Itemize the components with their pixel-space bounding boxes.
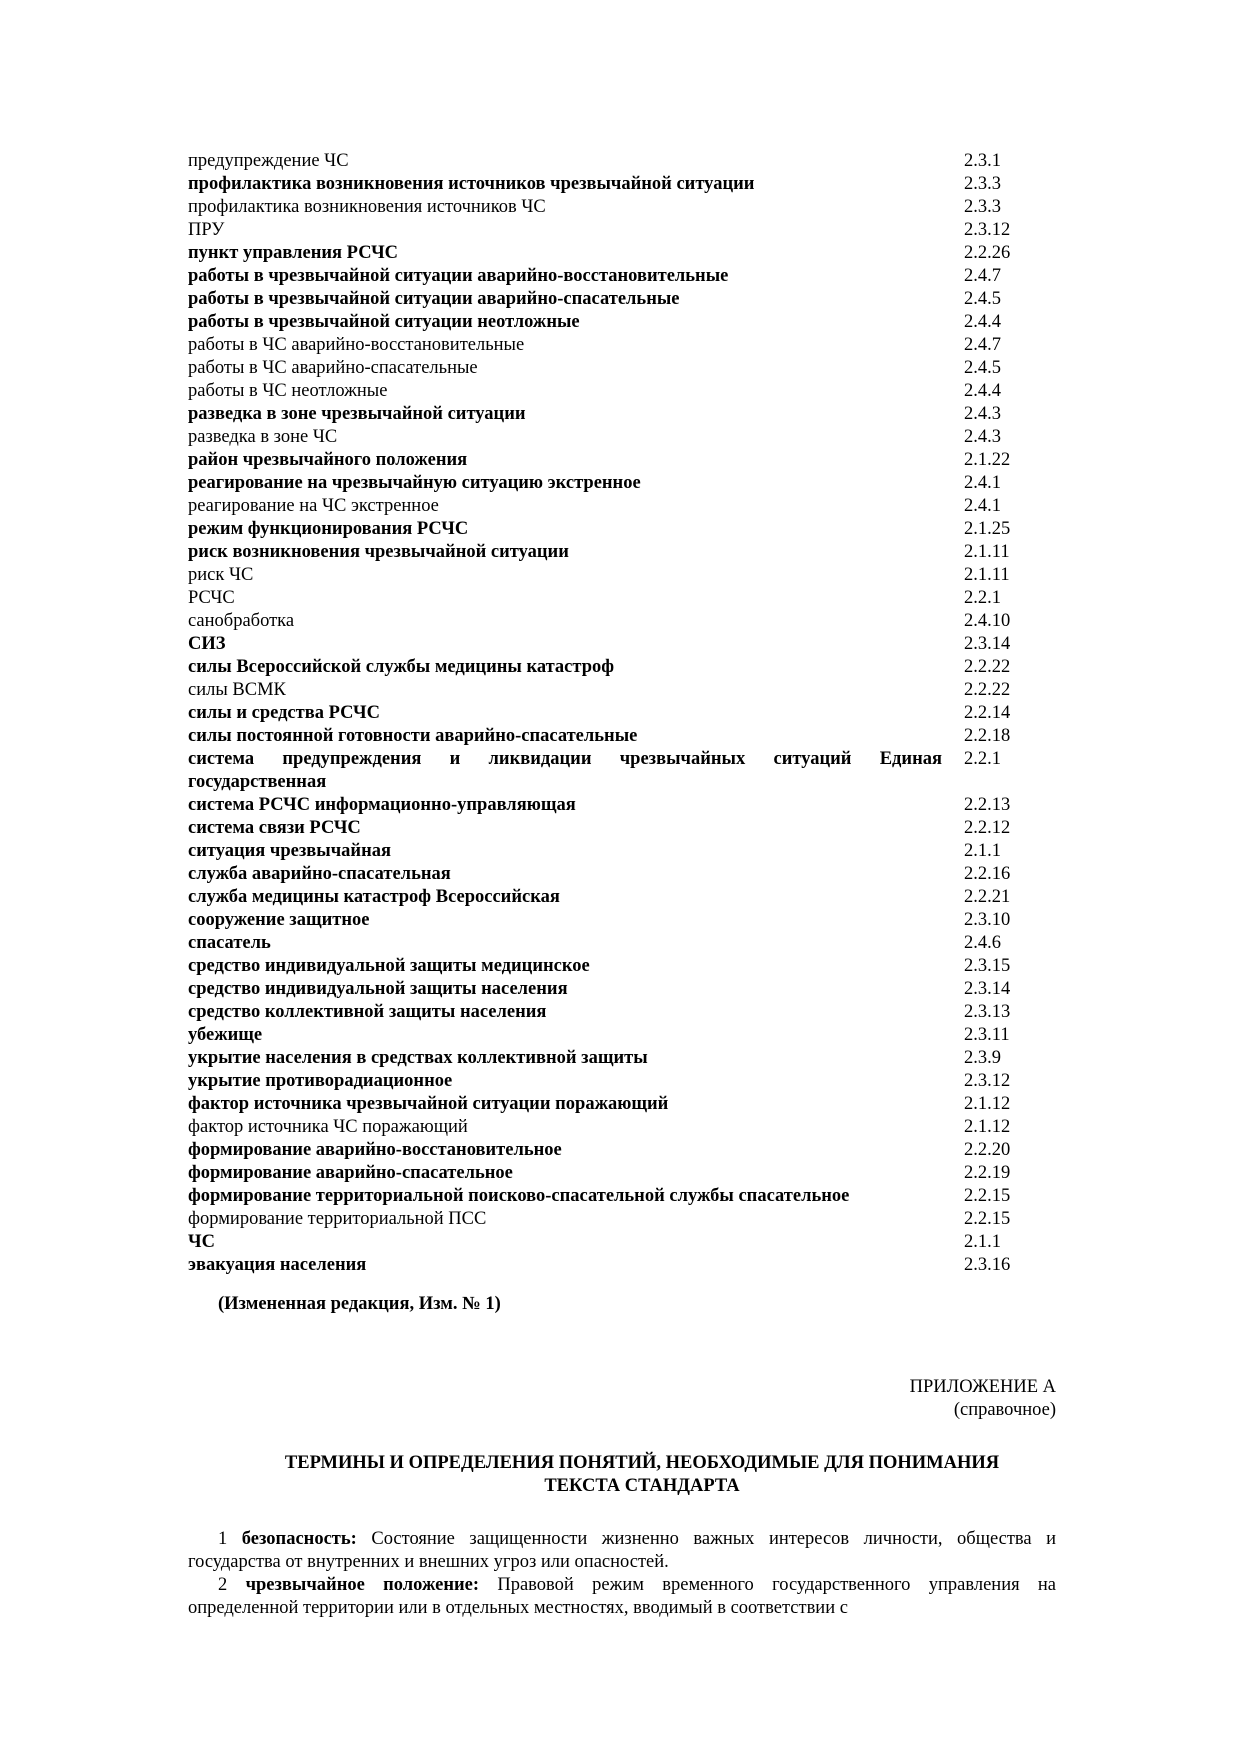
index-term: реагирование на ЧС экстренное [188,496,439,516]
index-term: формирование аварийно-спасательное [188,1163,513,1183]
index-row [188,840,1078,863]
document-page [188,150,1056,1620]
index-ref: 2.3.3 [964,174,1001,194]
index-term: система предупреждения и ликвидации чрезвычайных ситуаций Единая государственная [188,749,942,792]
index-term: разведка в зоне ЧС [188,427,338,447]
index-term: силы и средства РСЧС [188,703,380,723]
index-ref: 2.2.15 [964,1186,1011,1206]
index-term: предупреждение ЧС [188,151,349,171]
index-term: пункт управления РСЧС [188,243,399,263]
index-ref: 2.3.11 [964,1025,1010,1045]
index-row [188,265,1078,288]
index-ref: 2.2.14 [964,703,1011,723]
index-row [188,564,1078,587]
index-term: риск ЧС [188,565,254,585]
index-row [188,518,1078,541]
index-row [188,288,1078,311]
index-row [188,863,1078,886]
index-term: убежище [188,1025,263,1045]
index-ref: 2.2.20 [964,1140,1011,1160]
index-row [188,1185,1078,1208]
appendix-title: ПРИЛОЖЕНИЕ А [909,1377,1056,1397]
index-row [188,150,1078,173]
index-ref: 2.3.10 [964,910,1011,930]
index-ref: 2.2.26 [964,243,1011,263]
index-term: работы в чрезвычайной ситуации аварийно-восстановительные [188,266,729,286]
index-row [188,932,1078,955]
index-ref: 2.1.11 [964,565,1010,585]
index-ref: 2.4.4 [964,312,1001,332]
index-term: эвакуация населения [188,1255,367,1275]
definition-paragraph [188,1528,1056,1574]
index-ref: 2.2.22 [964,680,1011,700]
index-row [188,909,1078,932]
index-term: фактор источника чрезвычайной ситуации поражающий [188,1094,669,1114]
index-ref: 2.4.3 [964,427,1001,447]
index-ref: 2.4.5 [964,358,1001,378]
definition-number: 2 [218,1575,228,1595]
index-term: профилактика возникновения источников ЧС [188,197,546,217]
index-ref: 2.1.25 [964,519,1011,539]
index-term: силы постоянной готовности аварийно-спасательные [188,726,638,746]
index-row [188,725,1078,748]
index-term: ситуация чрезвычайная [188,841,391,861]
index-ref: 2.3.9 [964,1048,1001,1068]
definitions [188,1528,1056,1620]
index-ref: 2.2.13 [964,795,1011,815]
index-ref: 2.2.16 [964,864,1011,884]
index-row [188,1116,1078,1139]
index-row [188,541,1078,564]
index-row [188,403,1078,426]
index-ref: 2.1.11 [964,542,1010,562]
index-ref: 2.4.5 [964,289,1001,309]
index-term: средство индивидуальной защиты населения [188,979,568,999]
index-row [188,311,1078,334]
index-ref: 2.1.22 [964,450,1011,470]
index-ref: 2.4.6 [964,933,1001,953]
definition-number: 1 [218,1529,228,1549]
index-term: работы в ЧС аварийно-спасательные [188,358,478,378]
index-term: спасатель [188,933,271,953]
index-term: работы в чрезвычайной ситуации аварийно-спасательные [188,289,680,309]
index-ref: 2.3.1 [964,151,1001,171]
index-term: сооружение защитное [188,910,370,930]
index-ref: 2.2.21 [964,887,1011,907]
index-term: формирование территориальной ПСС [188,1209,487,1229]
index-row [188,656,1078,679]
index-term: служба медицины катастроф Всероссийская [188,887,560,907]
index-ref: 2.1.1 [964,1232,1001,1252]
index-ref: 2.2.22 [964,657,1011,677]
index-term: силы Всероссийской службы медицины катастроф [188,657,615,677]
index-row [188,219,1078,242]
index-row [188,1162,1078,1185]
index-term: средство индивидуальной защиты медицинское [188,956,590,976]
index-term: служба аварийно-спасательная [188,864,451,884]
index-term: работы в ЧС неотложные [188,381,388,401]
definition-paragraph [188,1574,1056,1620]
index-row [188,1070,1078,1093]
index-row [188,1001,1078,1024]
index-row [188,196,1078,219]
index-term: укрытие населения в средствах коллективной защиты [188,1048,648,1068]
index-row [188,978,1078,1001]
index-row [188,886,1078,909]
index-row [188,817,1078,840]
index-row [188,702,1078,725]
index-term: фактор источника ЧС поражающий [188,1117,468,1137]
appendix-header [188,1376,1056,1422]
index-term: реагирование на чрезвычайную ситуацию экстренное [188,473,641,493]
index-ref: 2.4.3 [964,404,1001,424]
index-row [188,1024,1078,1047]
index-term: район чрезвычайного положения [188,450,468,470]
index-ref: 2.2.1 [964,588,1001,608]
index-ref: 2.4.7 [964,266,1001,286]
index-row [188,1047,1078,1070]
index-term: ЧС [188,1232,215,1252]
index-row [188,679,1078,702]
index-body [188,150,1078,1277]
index-term: риск возникновения чрезвычайной ситуации [188,542,569,562]
index-term: санобработка [188,611,295,631]
appendix-subtitle: (справочное) [953,1400,1056,1420]
index-ref: 2.1.12 [964,1094,1011,1114]
index-ref: 2.2.19 [964,1163,1011,1183]
section-heading-line2: ТЕКСТА СТАНДАРТА [544,1476,740,1496]
index-term: формирование аварийно-восстановительное [188,1140,562,1160]
index-ref: 2.3.12 [964,1071,1011,1091]
index-ref: 2.3.14 [964,979,1011,999]
index-row [188,472,1078,495]
index-term: система РСЧС информационно-управляющая [188,795,576,815]
index-ref: 2.4.1 [964,496,1001,516]
definition-text: Правовой режим временного государственного управления на определенной территории или в отдельных местностях, вводимый в соответствии с [188,1575,1057,1618]
index-term: работы в чрезвычайной ситуации неотложные [188,312,580,332]
index-row [188,587,1078,610]
index-row [188,610,1078,633]
definition-term: чрезвычайное положение: [245,1575,480,1595]
revision-note: (Измененная редакция, Изм. № 1) [218,1294,501,1314]
index-term: профилактика возникновения источников чрезвычайной ситуации [188,174,755,194]
index-row [188,1208,1078,1231]
index-row [188,495,1078,518]
alphabetical-index-table [188,150,1078,1277]
index-term: РСЧС [188,588,235,608]
definition-term: безопасность: [241,1529,357,1549]
index-row [188,955,1078,978]
index-term: формирование территориальной поисково-спасательной службы спасательное [188,1186,850,1206]
index-ref: 2.3.13 [964,1002,1011,1022]
index-term: силы ВСМК [188,680,286,700]
index-ref: 2.2.15 [964,1209,1011,1229]
index-ref: 2.3.12 [964,220,1011,240]
index-ref: 2.1.1 [964,841,1001,861]
index-ref: 2.2.1 [964,749,1001,769]
section-heading [188,1452,1056,1498]
index-ref: 2.4.7 [964,335,1001,355]
index-ref: 2.4.4 [964,381,1001,401]
index-row [188,380,1078,403]
index-row [188,748,1078,794]
index-row [188,794,1078,817]
definition-text: Состояние защищенности жизненно важных интересов личности, общества и государства от внутренних и внешних угроз или опасностей. [188,1529,1057,1572]
index-term: укрытие противорадиационное [188,1071,453,1091]
section-heading-line1: ТЕРМИНЫ И ОПРЕДЕЛЕНИЯ ПОНЯТИЙ, НЕОБХОДИМЫЕ ДЛЯ ПОНИМАНИЯ [284,1453,1000,1473]
index-ref: 2.4.1 [964,473,1001,493]
index-ref: 2.4.10 [964,611,1011,631]
index-row [188,334,1078,357]
index-term: разведка в зоне чрезвычайной ситуации [188,404,526,424]
index-row [188,1254,1078,1277]
index-ref: 2.3.14 [964,634,1011,654]
index-term: система связи РСЧС [188,818,361,838]
index-ref: 2.1.12 [964,1117,1011,1137]
index-ref: 2.3.15 [964,956,1011,976]
index-ref: 2.3.3 [964,197,1001,217]
index-term: средство коллективной защиты населения [188,1002,547,1022]
index-term: ПРУ [188,220,225,240]
index-term: работы в ЧС аварийно-восстановительные [188,335,525,355]
index-ref: 2.2.18 [964,726,1011,746]
index-row [188,426,1078,449]
index-row [188,1093,1078,1116]
index-ref: 2.2.12 [964,818,1011,838]
index-term: режим функционирования РСЧС [188,519,469,539]
index-row [188,1231,1078,1254]
index-term: СИЗ [188,634,226,654]
index-row [188,1139,1078,1162]
index-ref: 2.3.16 [964,1255,1011,1275]
index-row [188,357,1078,380]
index-row [188,173,1078,196]
index-row [188,449,1078,472]
index-row [188,242,1078,265]
index-row [188,633,1078,656]
